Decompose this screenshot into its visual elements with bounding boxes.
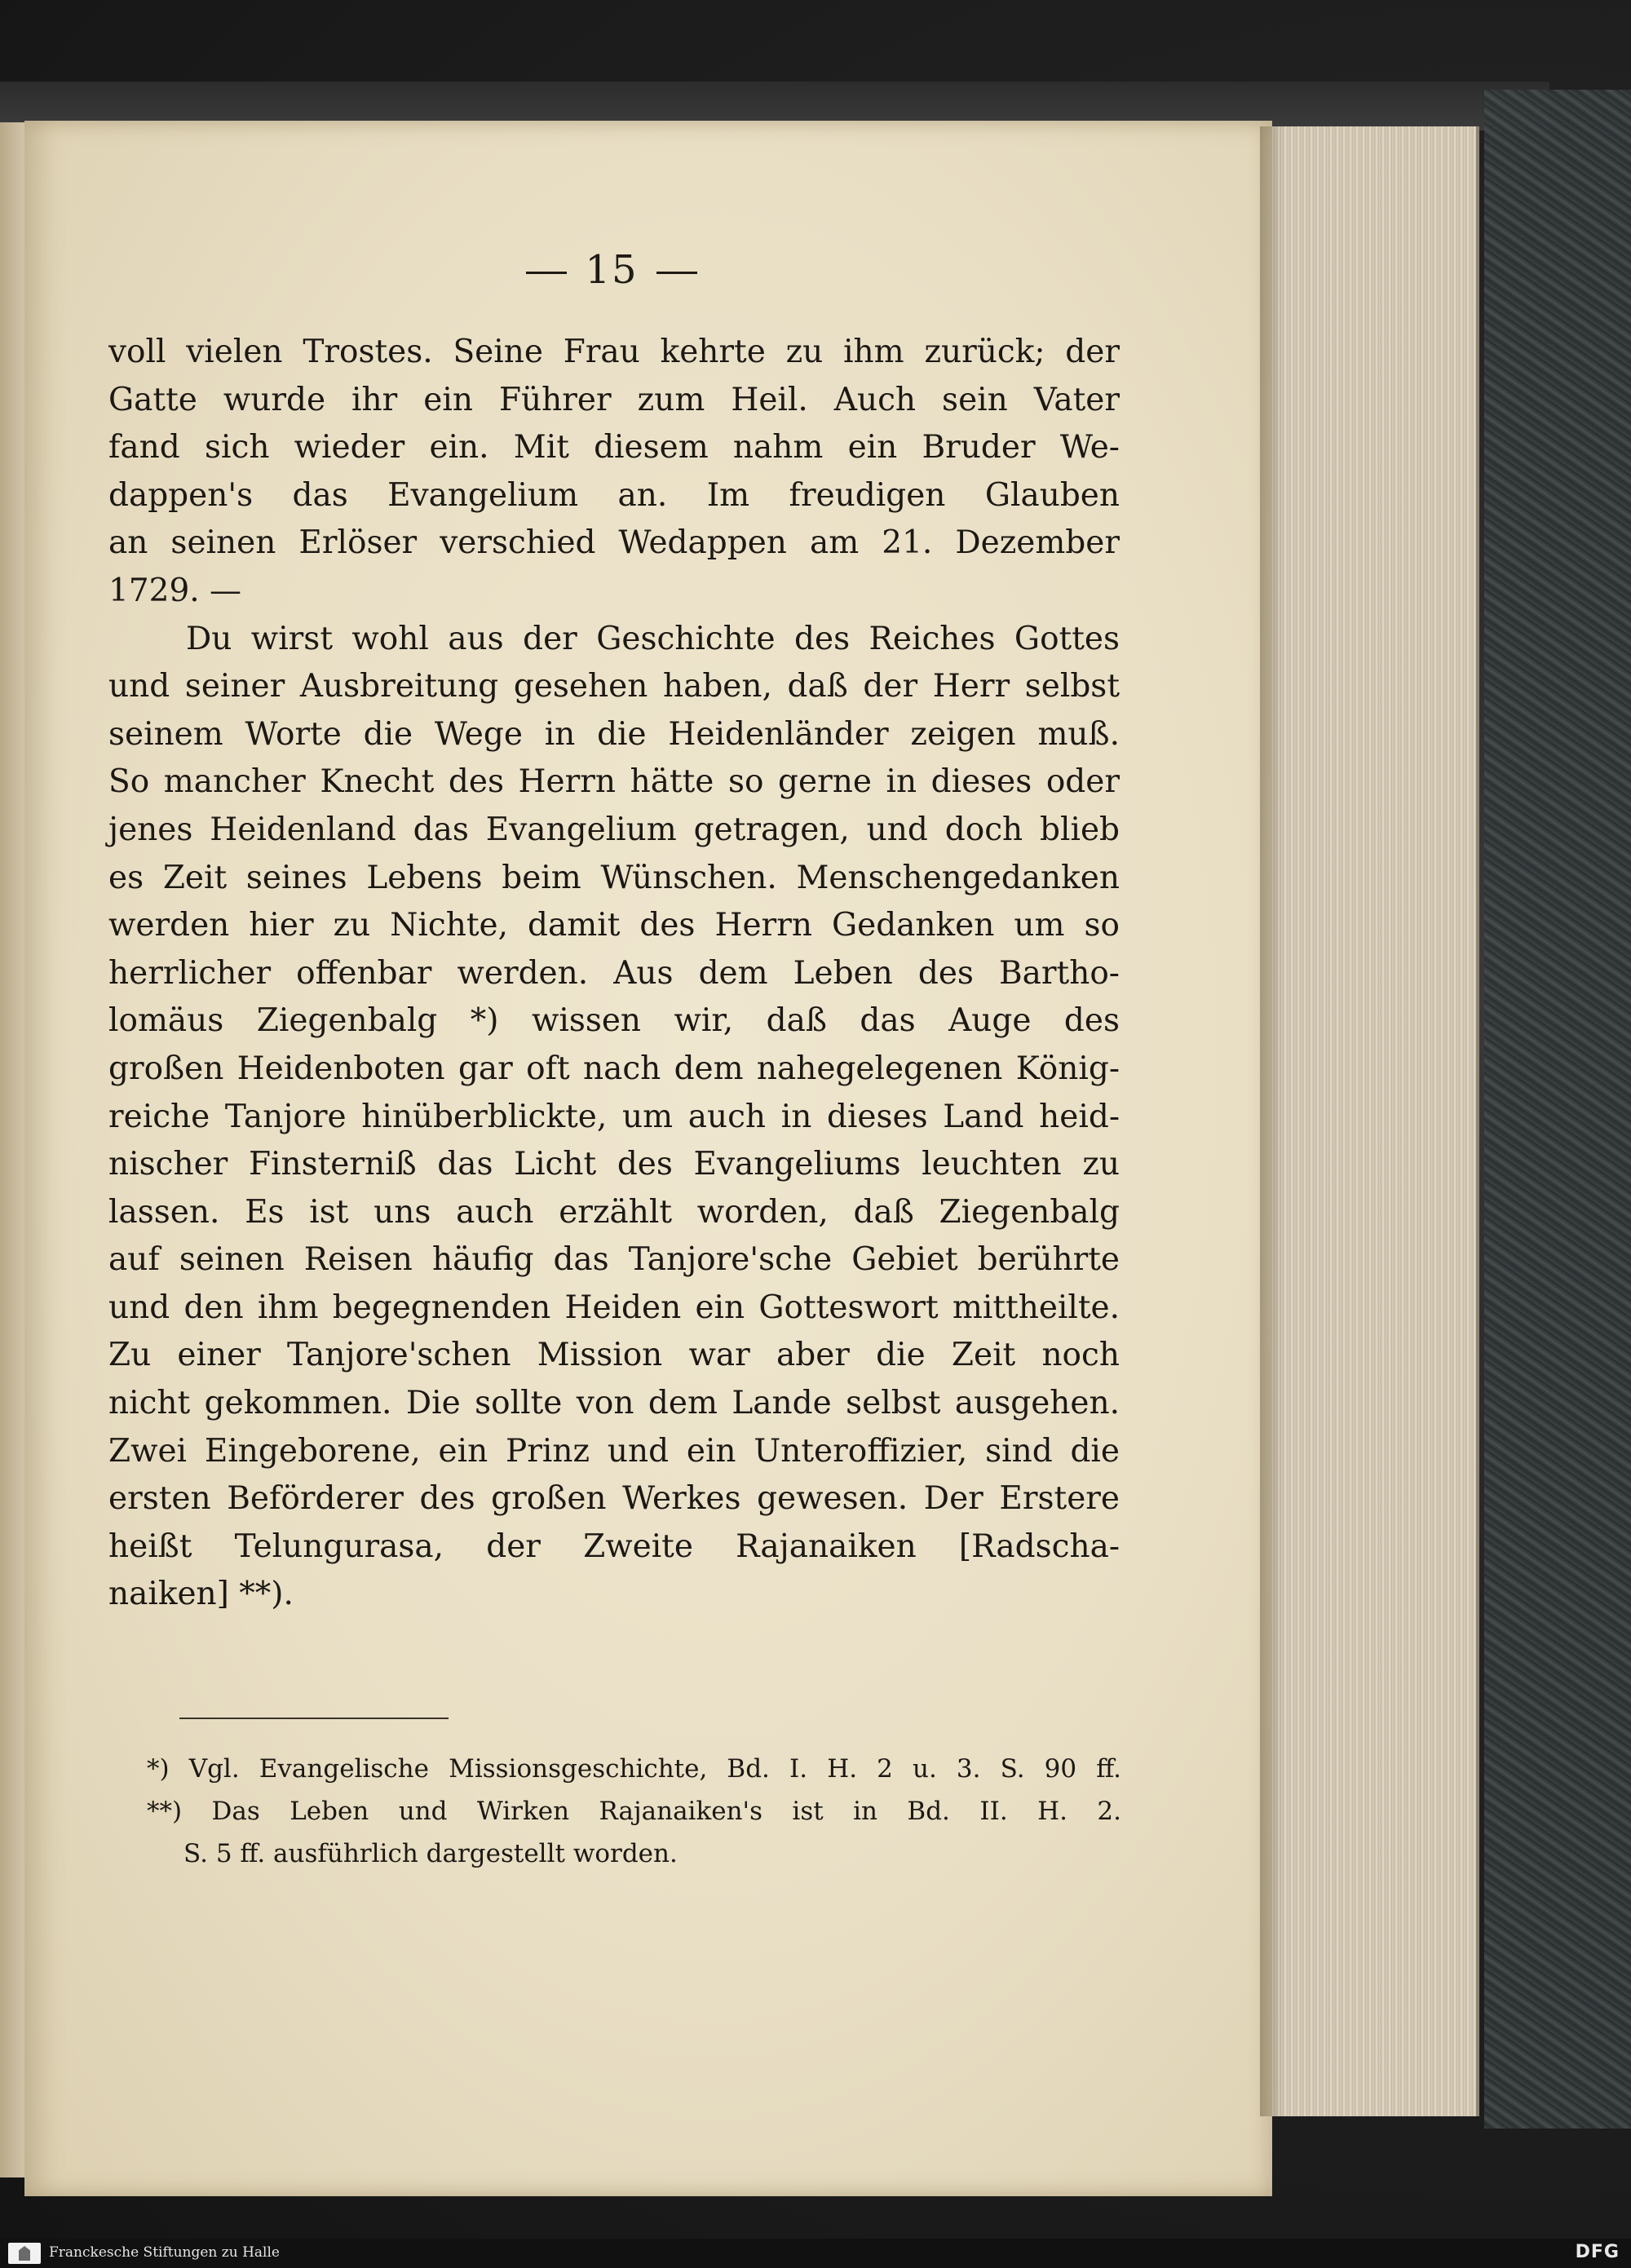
text-line: So mancher Knecht des Herrn hätte so gerne in dieses oder — [108, 763, 1120, 801]
text-line: an seinen Erlöser verschied Wedappen am 21. Dezember — [108, 524, 1120, 562]
footnote-line: *) Vgl. Evangelische Missionsgeschichte, Bd. I. H. 2 u. 3. S. 90 ff. — [147, 1754, 1121, 1784]
text-line: lassen. Es ist uns auch erzählt worden, daß Ziegenbalg — [108, 1193, 1120, 1231]
text-line: großen Heidenboten gar oft nach dem nahegelegenen König- — [108, 1050, 1120, 1087]
text-line: Zu einer Tanjore'schen Mission war aber die Zeit noch — [108, 1337, 1120, 1374]
text-line: es Zeit seines Lebens beim Wünschen. Menschengedanken — [108, 859, 1120, 896]
text-line: heißt Telungurasa, der Zweite Rajanaiken [Radscha- — [108, 1527, 1120, 1565]
text-line: Gatte wurde ihr ein Führer zum Heil. Auch sein Vater — [108, 381, 1120, 418]
page-number-dash-left — [526, 272, 567, 274]
text-line: reiche Tanjore hinüberblickte, um auch in dieses Land heid- — [108, 1098, 1120, 1135]
text-line: Du wirst wohl aus der Geschichte des Reiches Gottes — [186, 620, 1120, 657]
footnote-line: **) Das Leben und Wirken Rajanaiken's ist in Bd. II. H. 2. — [147, 1797, 1121, 1826]
text-line: voll vielen Trostes. Seine Frau kehrte zu ihm zurück; der — [108, 334, 1120, 370]
text-line: dappen's das Evangelium an. Im freudigen Glauben — [108, 476, 1120, 514]
dfg-logo: DFG — [1575, 2242, 1620, 2262]
text-line: ersten Beförderer des großen Werkes gewesen. Der Erstere — [108, 1480, 1120, 1518]
text-line: naiken] **). — [108, 1576, 294, 1613]
text-line: lomäus Ziegenbalg *) wissen wir, daß das Auge des — [108, 1002, 1120, 1040]
footnotes — [147, 1748, 1121, 1875]
attribution-bar — [0, 2239, 1631, 2268]
text-line: auf seinen Reisen häufig das Tanjore'sche Gebiet berührte — [108, 1241, 1120, 1279]
text-line: werden hier zu Nichte, damit des Herrn Gedanken um so — [108, 907, 1120, 944]
text-line: seinem Worte die Wege in die Heidenländer zeigen muß. — [108, 715, 1120, 753]
page-edges — [1268, 126, 1479, 2116]
institution-name: Franckesche Stiftungen zu Halle — [49, 2244, 280, 2261]
footnote-rule — [179, 1718, 449, 1719]
page-number — [481, 247, 742, 293]
text-line: herrlicher offenbar werden. Aus dem Leben des Bartho- — [108, 954, 1120, 992]
text-line: und den ihm begegnenden Heiden ein Gotteswort mittheilte. — [108, 1289, 1120, 1326]
text-line: nischer Finsterniß das Licht des Evangeliums leuchten zu — [108, 1146, 1120, 1183]
body-text — [108, 329, 1120, 1619]
text-line: nicht gekommen. Die sollte von dem Lande selbst ausgehen. — [108, 1385, 1120, 1422]
text-line: 1729. — — [108, 572, 242, 609]
page-number-value: 15 — [585, 247, 639, 293]
text-line: fand sich wieder ein. Mit diesem nahm ein Bruder We- — [108, 429, 1120, 466]
text-line: jenes Heidenland das Evangelium getragen, und doch blieb — [108, 811, 1120, 848]
text-line: und seiner Ausbreitung gesehen haben, daß der Herr selbst — [108, 668, 1120, 705]
book-page — [24, 121, 1272, 2196]
page-gutter-shadow — [1260, 126, 1284, 2116]
book-cover-right — [1484, 90, 1631, 2129]
text-line: Zwei Eingeborene, ein Prinz und ein Unteroffizier, sind die — [108, 1432, 1120, 1470]
institution-logo-icon — [8, 2243, 41, 2264]
footnote-line: S. 5 ff. ausführlich dargestellt worden. — [183, 1839, 678, 1868]
page-number-dash-right — [656, 272, 697, 274]
